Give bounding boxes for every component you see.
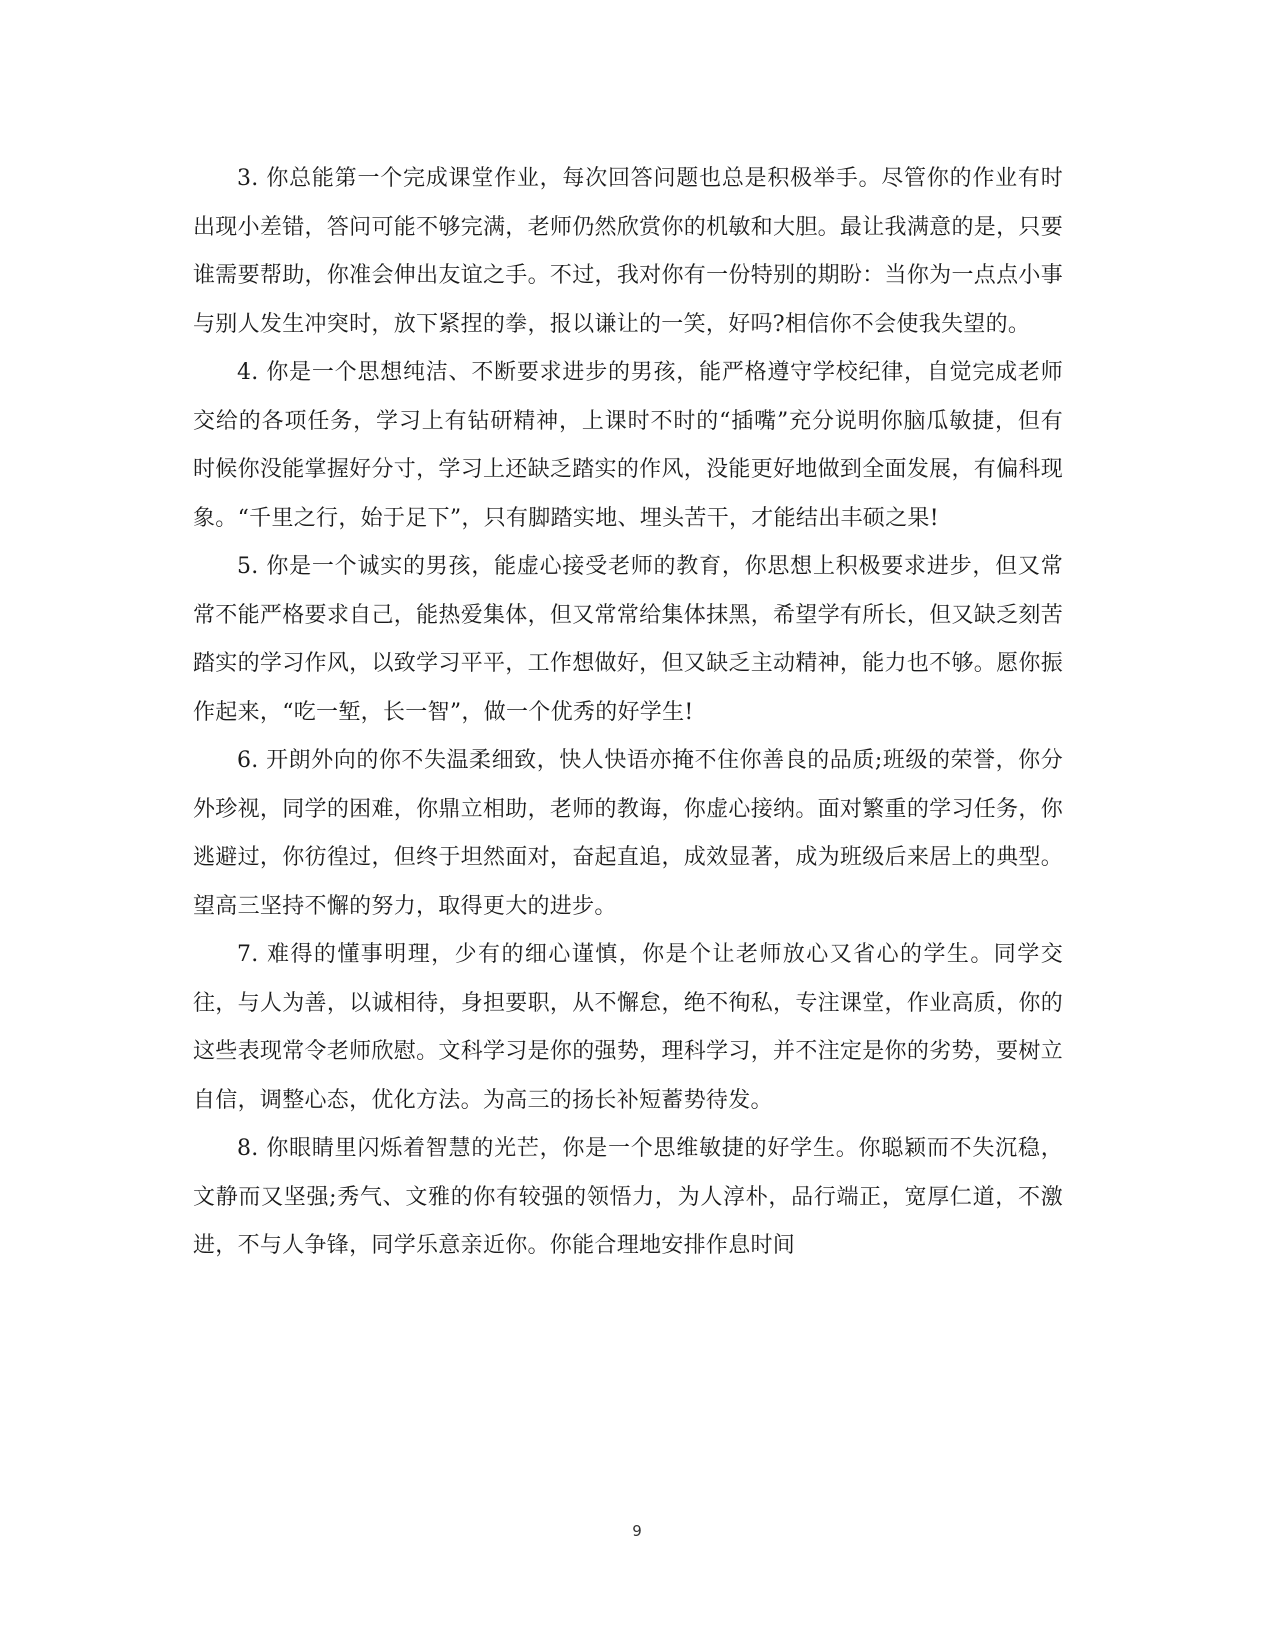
paragraph-7: 7. 难得的懂事明理，少有的细心谨慎，你是个让老师放心又省心的学生。同学交往，与人为善，以诚相待，身担要职，从不懈怠，绝不徇私，专注课堂，作业高质，你的这些表现常令老师欣慰。文科学习是你的强势，理科学习，并不注定是你的劣势，要树立自信，调整心态，优化方法。为高三的扬长补短蓄势待发。 [193,942,1063,1113]
paragraph-6: 6. 开朗外向的你不失温柔细致，快人快语亦掩不住你善良的品质;班级的荣誉，你分外珍视，同学的困难，你鼎立相助，老师的教诲，你虚心接纳。面对繁重的学习任务，你逃避过，你彷徨过，但终于坦然面对，奋起直追，成效显著，成为班级后来居上的典型。望高三坚持不懈的努力，取得更大的进步。 [193,748,1063,919]
document-body [193,155,1063,1271]
page-number: 9 [632,1522,642,1540]
paragraph-5: 5. 你是一个诚实的男孩，能虚心接受老师的教育，你思想上积极要求进步，但又常常不能严格要求自己，能热爱集体，但又常常给集体抹黑，希望学有所长，但又缺乏刻苦踏实的学习作风，以致学习平平，工作想做好，但又缺乏主动精神，能力也不够。愿你振作起来，“吃一堑，长一智”，做一个优秀的好学生! [193,554,1063,725]
paragraph-4: 4. 你是一个思想纯洁、不断要求进步的男孩，能严格遵守学校纪律，自觉完成老师交给的各项任务，学习上有钻研精神，上课时不时的“插嘴”充分说明你脑瓜敏捷，但有时候你没能掌握好分寸，学习上还缺乏踏实的作风，没能更好地做到全面发展，有偏科现象。“千里之行，始于足下”，只有脚踏实地、埋头苦干，才能结出丰硕之果! [193,360,1063,531]
paragraph-8: 8. 你眼睛里闪烁着智慧的光芒，你是一个思维敏捷的好学生。你聪颖而不失沉稳，文静而又坚强;秀气、文雅的你有较强的领悟力，为人淳朴，品行端正，宽厚仁道，不激进，不与人争锋，同学乐意亲近你。你能合理地安排作息时间 [193,1136,1063,1258]
paragraph-3: 3. 你总能第一个完成课堂作业，每次回答问题也总是积极举手。尽管你的作业有时出现小差错，答问可能不够完满，老师仍然欣赏你的机敏和大胆。最让我满意的是，只要谁需要帮助，你准会伸出友谊之手。不过，我对你有一份特别的期盼：当你为一点点小事与别人发生冲突时，放下紧捏的拳，报以谦让的一笑，好吗?相信你不会使我失望的。 [193,166,1063,337]
